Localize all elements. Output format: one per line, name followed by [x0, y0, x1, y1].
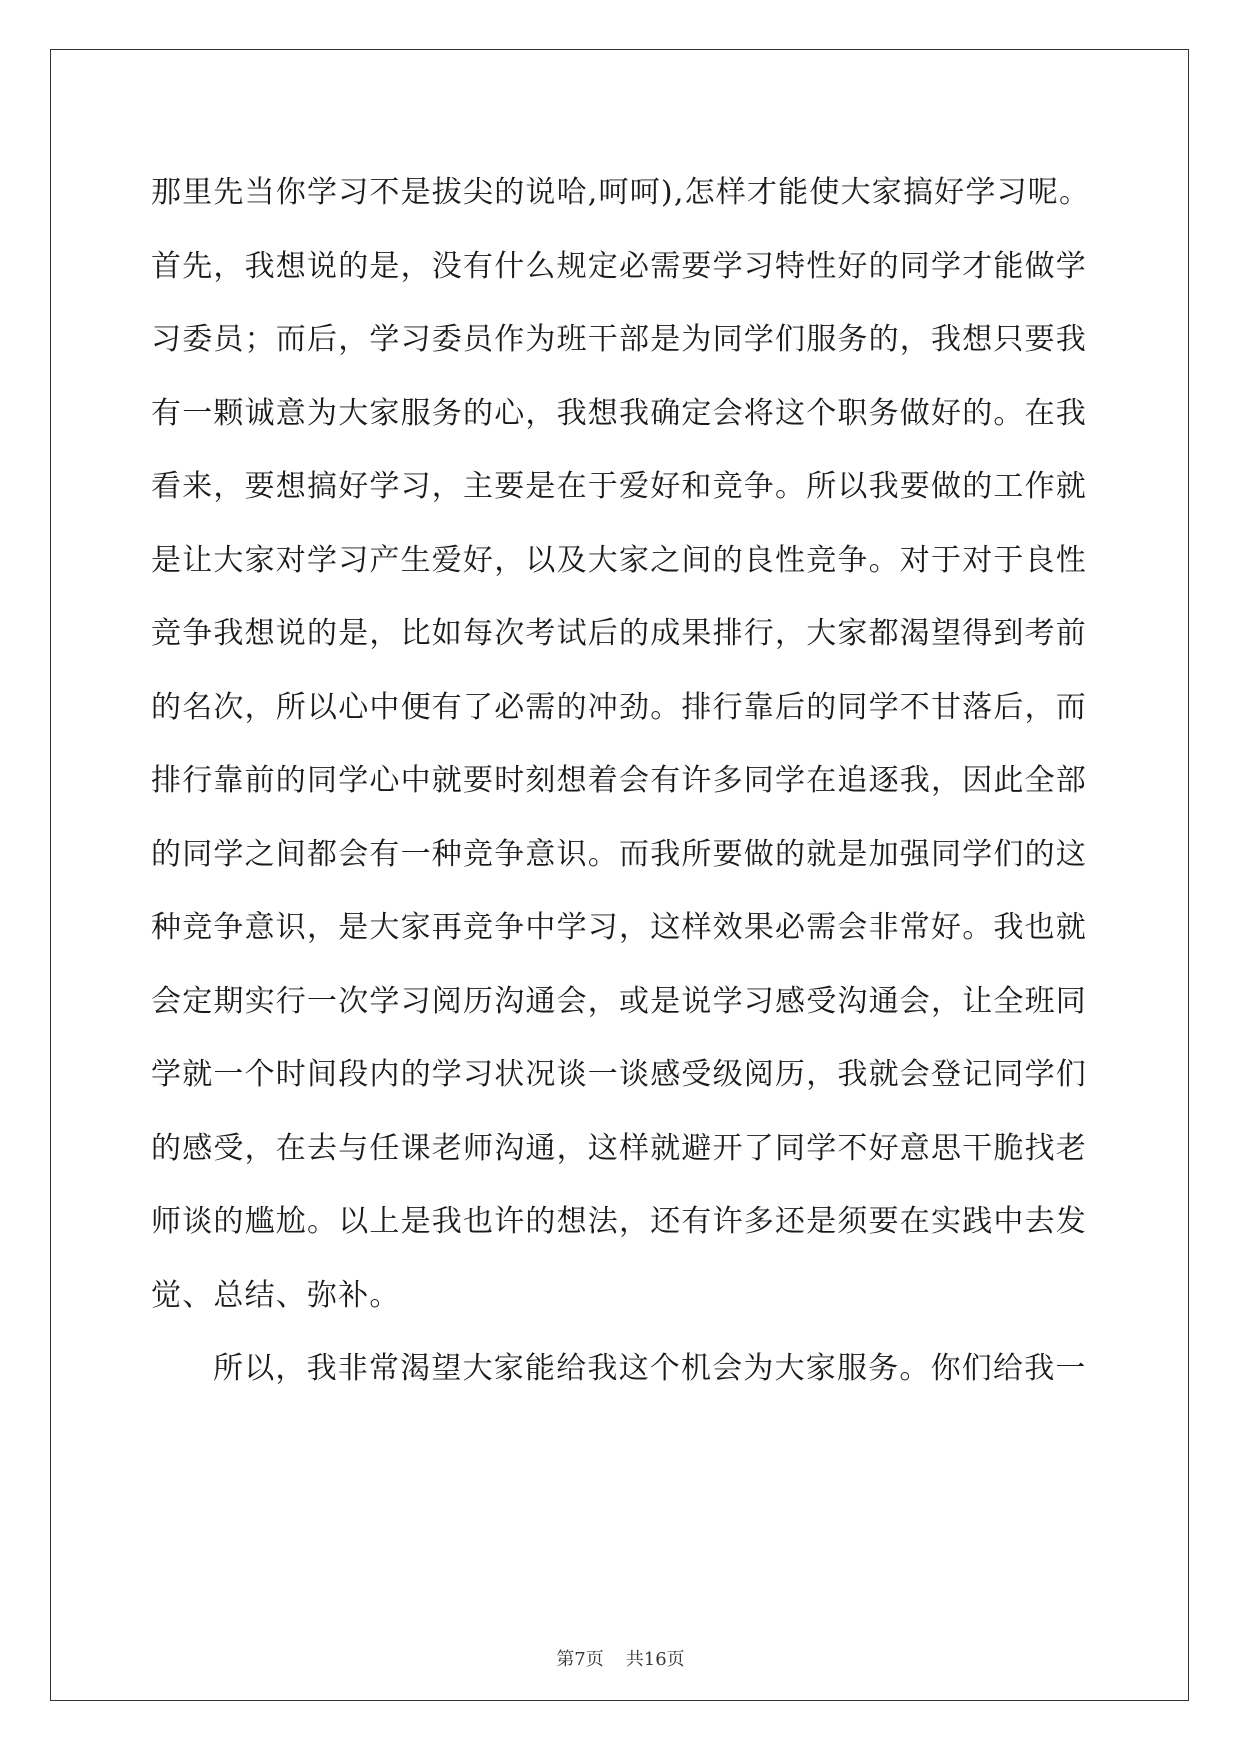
text-line: 的感受，在去与任课老师沟通，这样就避开了同学不好意思干脆找老 — [151, 1130, 1087, 1166]
text-line: 排行靠前的同学心中就要时刻想着会有许多同学在追逐我，因此全部 — [151, 763, 1087, 798]
text-line: 竞争我想说的是，比如每次考试后的成果排行，大家都渴望得到考前 — [151, 616, 1087, 651]
text-line: 看来，要想搞好学习，主要是在于爱好和竞争。所以我要做的工作就 — [151, 469, 1087, 504]
text-line: 是让大家对学习产生爱好，以及大家之间的良性竞争。对于对于良性 — [151, 542, 1087, 578]
document-body — [151, 156, 1091, 1406]
text-line: 种竞争意识，是大家再竞争中学习，这样效果必需会非常好。我也就 — [151, 910, 1087, 945]
paragraph-first-line: 所以，我非常渴望大家能给我这个机会为大家服务。你们给我一 — [213, 1351, 1087, 1386]
page-footer — [0, 1648, 1241, 1672]
text-line: 有一颗诚意为大家服务的心，我想我确定会将这个职务做好的。在我 — [151, 395, 1087, 431]
text-line: 的同学之间都会有一种竞争意识。而我所要做的就是加强同学们的这 — [151, 836, 1087, 872]
text-line: 学就一个时间段内的学习状况谈一谈感受级阅历，我就会登记同学们 — [151, 1057, 1087, 1092]
text-line: 的名次，所以心中便有了必需的冲劲。排行靠后的同学不甘落后，而 — [151, 689, 1087, 725]
text-line: 觉、总结、弥补。 — [151, 1277, 401, 1313]
text-line: 师谈的尴尬。以上是我也许的想法，还有许多还是须要在实践中去发 — [151, 1204, 1087, 1239]
text-line: 那里先当你学习不是拔尖的说哈,呵呵),怎样才能使大家搞好学习呢。 — [151, 175, 1091, 210]
text-line: 习委员；而后，学习委员作为班干部是为同学们服务的，我想只要我 — [151, 322, 1087, 357]
page-number-total: 共16页 — [625, 1649, 685, 1670]
text-line: 会定期实行一次学习阅历沟通会，或是说学习感受沟通会，让全班同 — [151, 983, 1087, 1019]
text-line: 首先，我想说的是，没有什么规定必需要学习特性好的同学才能做学 — [151, 248, 1087, 284]
page-number-current: 第7页 — [556, 1649, 604, 1670]
